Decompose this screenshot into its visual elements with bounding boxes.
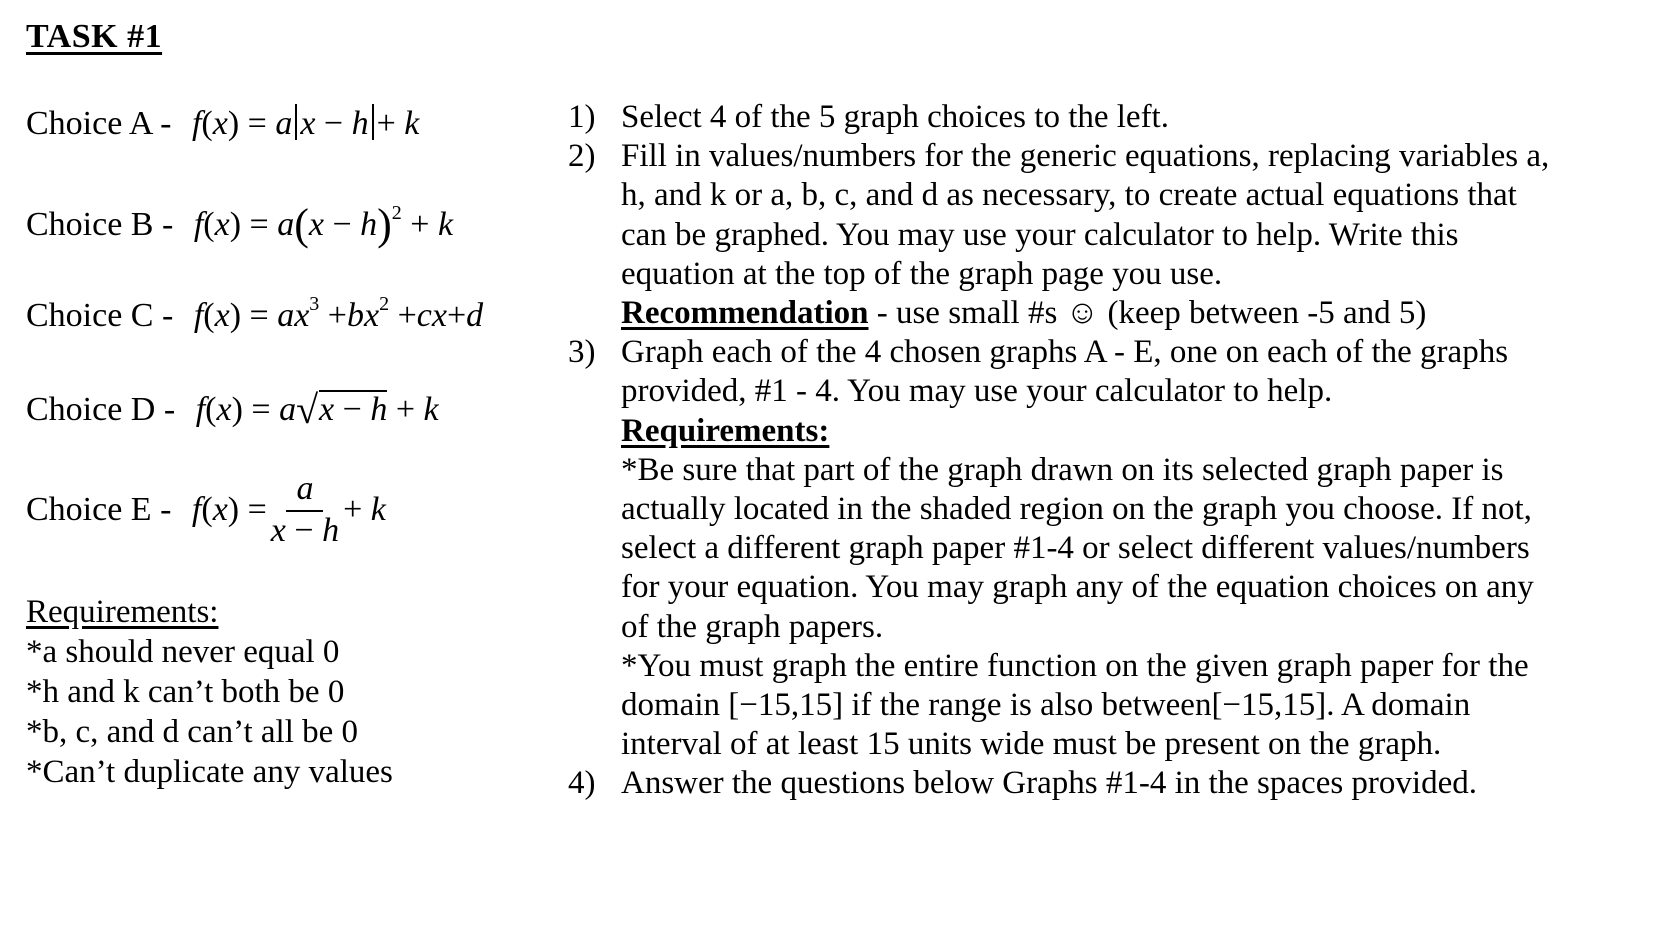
recommendation-text: - use small #s ☺ (keep between -5 and 5) bbox=[868, 295, 1427, 332]
left-requirement-item: *Can’t duplicate any values bbox=[26, 754, 393, 790]
choice-c-label: Choice C - bbox=[26, 297, 174, 334]
left-requirements bbox=[26, 592, 393, 792]
instruction-number: 2) bbox=[568, 138, 596, 175]
left-requirements-title: Requirements: bbox=[26, 594, 219, 630]
left-requirement-item: *b, c, and d can’t all be 0 bbox=[26, 714, 359, 750]
choice-e bbox=[26, 470, 386, 549]
left-requirement-item: *a should never equal 0 bbox=[26, 634, 340, 670]
page-title: TASK #1 bbox=[26, 18, 163, 55]
instruction-number: 1) bbox=[568, 99, 596, 135]
choices-column bbox=[26, 0, 606, 948]
choice-a bbox=[26, 104, 419, 143]
instruction-2 bbox=[568, 137, 1568, 333]
instruction-number: 4) bbox=[568, 765, 596, 802]
recommendation bbox=[621, 294, 1568, 333]
instruction-text: Answer the questions below Graphs #1-4 in the spaces provided. bbox=[621, 765, 1477, 802]
instruction-1 bbox=[568, 98, 1568, 137]
choice-c bbox=[26, 293, 483, 335]
instruction-4 bbox=[568, 764, 1568, 803]
requirement-2: *You must graph the entire function on the given graph paper for the domain [−15,15] if the range is also between[−15,15]. A domain interval of at least 15 units wide must be present on the graph. bbox=[621, 647, 1529, 763]
instruction-3 bbox=[568, 333, 1568, 764]
requirement-1: *Be sure that part of the graph drawn on its selected graph paper is actually located in the shaded region on the graph you choose. If not, select a different graph paper #1-4 or select different values/numbers for your equation. You may graph any of the equation choices on any of the graph papers. bbox=[621, 451, 1534, 645]
choice-b bbox=[26, 200, 454, 249]
choice-e-label: Choice E - bbox=[26, 491, 172, 528]
choice-a-label: Choice A - bbox=[26, 105, 172, 142]
choice-d bbox=[26, 386, 439, 433]
instruction-text: Graph each of the 4 chosen graphs A - E, one on each of the graphs provided, #1 - 4. You may use your calculator to help. bbox=[621, 334, 1509, 410]
choice-d-label: Choice D - bbox=[26, 391, 176, 428]
choice-a-equation: f(x) = a x − h + k bbox=[191, 105, 420, 142]
choice-c-equation: $f(x) = ax^3 +bx^2 +cx+d$ bbox=[193, 293, 484, 334]
choice-e-equation: f(x) = $\frac{a}{x - h}$ + k bbox=[191, 470, 386, 549]
instruction-number: 3) bbox=[568, 334, 596, 371]
choice-b-label: Choice B - bbox=[26, 206, 174, 243]
choice-b-equation: $f(x) = a(x - h)^2 + k$ bbox=[193, 200, 454, 249]
recommendation-label: Recommendation bbox=[621, 295, 869, 332]
choice-d-equation: f(x) = a√x − h + k bbox=[195, 387, 439, 432]
requirements-label: Requirements: bbox=[621, 412, 830, 449]
instruction-text: Fill in values/numbers for the generic equations, replacing variables a, h, and k or a, b, c, and d as necessary, to create actual equations that can be graphed. You may use your calculator to help. Write this equation at the top of the graph page you use. bbox=[621, 138, 1550, 292]
left-requirement-item: *h and k can’t both be 0 bbox=[26, 674, 345, 710]
instruction-text: Select 4 of the 5 graph choices to the left. bbox=[621, 99, 1169, 135]
instructions-column bbox=[568, 98, 1568, 804]
